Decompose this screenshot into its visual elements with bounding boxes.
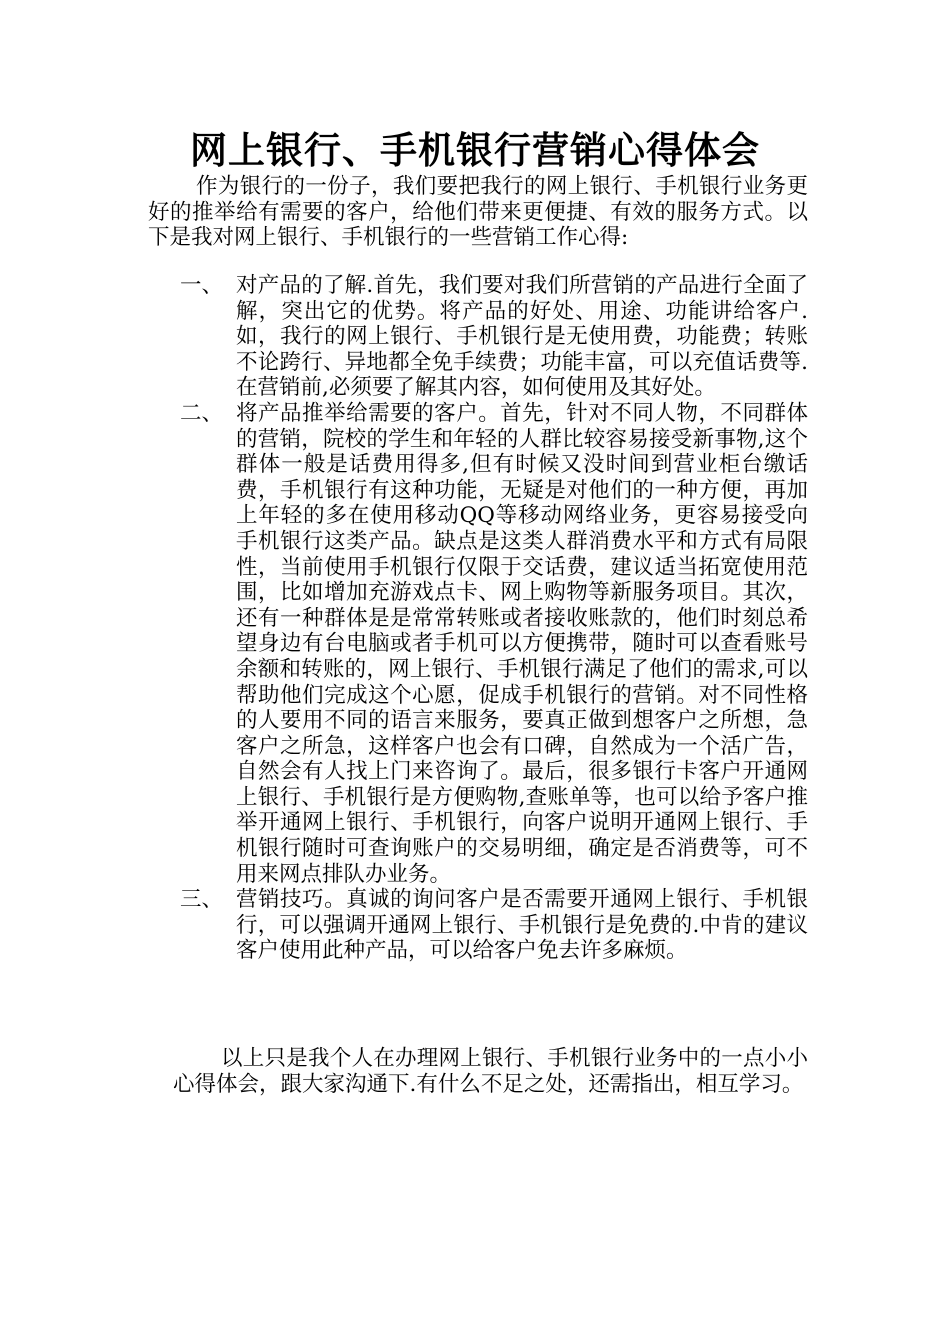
list-item-text: 对产品的了解.首先，我们要对我们所营销的产品进行全面了解，突出它的优势。将产品的好处、用途、功能讲给客户.如，我行的网上银行、手机银行是无使用费，功能费；转账不论跨行、异地都全免手续费；功能丰富，可以充值话费等.在营销前,必须要了解其内容，如何使用及其好处。 [236, 273, 808, 401]
conclusion-paragraph: 以上只是我个人在办理网上银行、手机银行业务中的一点小小心得体会，跟大家沟通下.有什么不足之处，还需指出，相互学习。 [173, 1046, 808, 1097]
intro-paragraph: 作为银行的一份子，我们要把我行的网上银行、手机银行业务更好的推举给有需要的客户，给他们带来更便捷、有效的服务方式。以下是我对网上银行、手机银行的一些营销工作心得: [148, 174, 808, 251]
list-item [148, 401, 808, 887]
list-item [148, 887, 808, 964]
list-item-text: 营销技巧。真诚的询问客户是否需要开通网上银行、手机银行，可以强调开通网上银行、手机银行是免费的.中肯的建议客户使用此种产品，可以给客户免去许多麻烦。 [236, 887, 808, 964]
document-title: 网上银行、手机银行营销心得体会 [190, 129, 760, 172]
numbered-list [148, 273, 808, 964]
list-item-text: 将产品推举给需要的客户。首先，针对不同人物，不同群体的营销，院校的学生和年轻的人群比较容易接受新事物,这个群体一般是话费用得多,但有时候又没时间到营业柜台缴话费，手机银行有这种功能，无疑是对他们的一种方便，再加上年轻的多在使用移动QQ等移动网络业务，更容易接受向手机银行这类产品。缺点是这类人群消费水平和方式有局限性，当前使用手机银行仅限于交话费，建议适当拓宽使用范围，比如增加充游戏点卡、网上购物等新服务项目。其次，还有一种群体是是常常转账或者接收账款的，他们时刻总希望身边有台电脑或者手机可以方便携带，随时可以查看账号余额和转账的，网上银行、手机银行满足了他们的需求,可以帮助他们完成这个心愿，促成手机银行的营销。对不同性格的人要用不同的语言来服务，要真正做到想客户之所想，急客户之所急，这样客户也会有口碑，自然成为一个活广告，自然会有人找上门来咨询了。最后，很多银行卡客户开通网上银行、手机银行是方便购物,查账单等，也可以给予客户推举开通网上银行、手机银行，向客户说明开通网上银行、手机银行随时可查询账户的交易明细，确定是否消费等，可不用来网点排队办业务。 [236, 400, 808, 887]
list-item-marker: 二、 [180, 400, 224, 426]
list-item [148, 273, 808, 401]
list-item-marker: 一、 [180, 273, 224, 298]
list-item-marker: 三、 [180, 887, 224, 913]
